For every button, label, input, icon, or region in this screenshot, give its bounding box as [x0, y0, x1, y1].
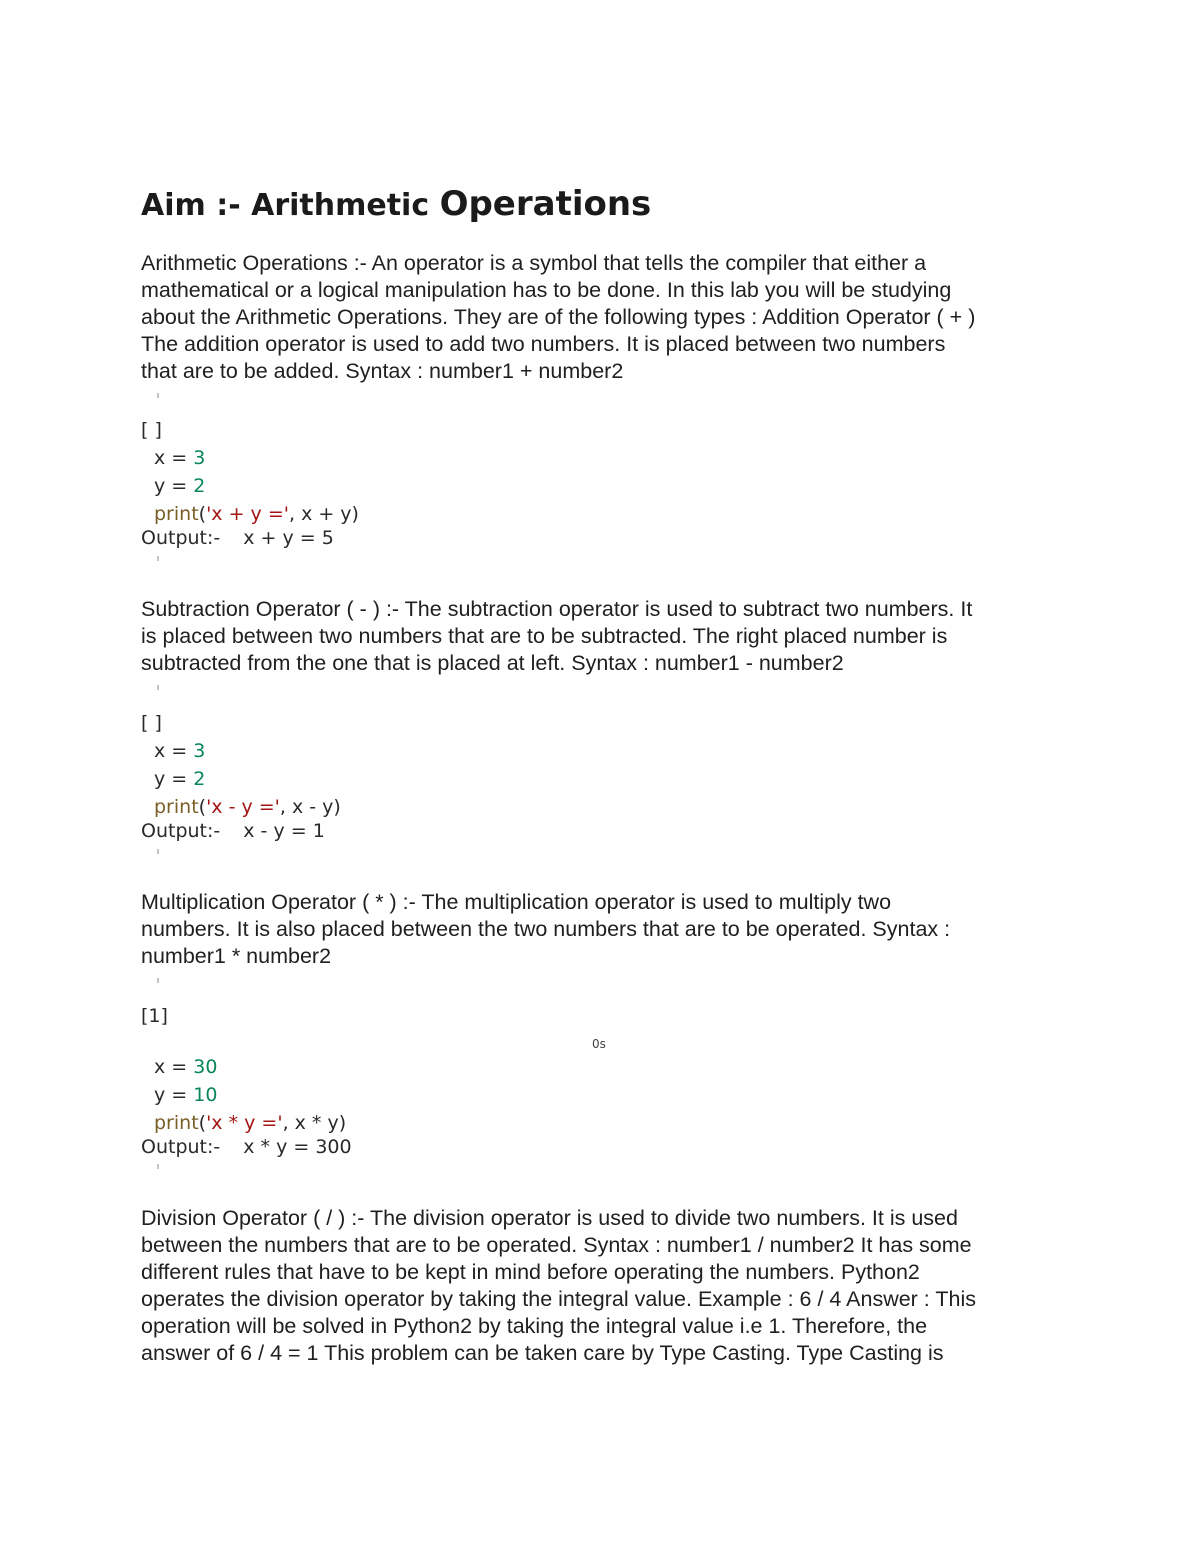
- code-var: x =: [154, 740, 194, 762]
- code-line-x: [154, 447, 205, 469]
- code-string: 'x - y =': [206, 796, 280, 818]
- divider-tick: [157, 978, 159, 983]
- divider-tick: [157, 393, 159, 398]
- code-number: 10: [193, 1084, 218, 1106]
- divider-tick: [157, 556, 159, 561]
- cell-run-bracket[interactable]: [1]: [141, 1005, 168, 1027]
- mul-line: number1 * number2: [141, 944, 332, 968]
- output-label: Output:-: [141, 1136, 221, 1158]
- cell-run-bracket[interactable]: [ ]: [141, 419, 162, 441]
- mul-line: numbers. It is also placed between the two numbers that are to be operated. Syntax :: [141, 917, 951, 941]
- code-line-print: [154, 796, 341, 818]
- code-var: x =: [154, 1056, 194, 1078]
- sub-line: subtracted from the one that is placed at left. Syntax : number1 - number2: [141, 651, 844, 675]
- code-var: x =: [154, 447, 194, 469]
- div-line: Division Operator ( / ) :- The division operator is used to divide two numbers. It is used: [141, 1206, 958, 1230]
- intro-line: that are to be added. Syntax : number1 + number2: [141, 359, 624, 383]
- code-number: 2: [193, 475, 206, 497]
- code-function: print: [154, 796, 199, 818]
- div-line: different rules that have to be kept in mind before operating the numbers. Python2: [141, 1260, 920, 1284]
- divider-tick: [157, 685, 159, 690]
- code-paren: (: [198, 1112, 207, 1134]
- divider-tick: [157, 849, 159, 854]
- div-line: operation will be solved in Python2 by taking the integral value i.e 1. Therefore, the: [141, 1314, 928, 1338]
- code-paren: (: [198, 503, 207, 525]
- code-var: y =: [154, 1084, 194, 1106]
- output-line: [141, 1136, 352, 1158]
- division-paragraph: [141, 1205, 1081, 1367]
- code-line-print: [154, 1112, 346, 1134]
- sub-line: Subtraction Operator ( - ) :- The subtraction operator is used to subtract two numbers. It: [141, 597, 973, 621]
- code-line-print: [154, 503, 359, 525]
- intro-paragraph: [141, 250, 1081, 385]
- div-line: answer of 6 / 4 = 1 This problem can be taken care by Type Casting. Type Casting is: [141, 1341, 944, 1365]
- code-var: y =: [154, 475, 194, 497]
- code-args: , x + y): [288, 503, 359, 525]
- code-number: 3: [193, 740, 206, 762]
- title-part-2: Operations: [439, 184, 652, 224]
- intro-line: Arithmetic Operations :- An operator is a symbol that tells the compiler that either a: [141, 251, 927, 275]
- code-number: 2: [193, 768, 206, 790]
- code-string: 'x * y =': [206, 1112, 283, 1134]
- sub-line: is placed between two numbers that are to be subtracted. The right placed number is: [141, 624, 948, 648]
- code-line-x: [154, 1056, 217, 1078]
- code-line-x: [154, 740, 205, 762]
- code-line-y: [154, 768, 205, 790]
- output-label: Output:-: [141, 527, 221, 549]
- output-label: Output:-: [141, 820, 221, 842]
- output-value: x - y = 1: [243, 820, 325, 842]
- intro-line: mathematical or a logical manipulation has to be done. In this lab you will be studying: [141, 278, 952, 302]
- title-part-1: Aim :- Arithmetic: [141, 188, 430, 223]
- code-args: , x - y): [279, 796, 341, 818]
- subtraction-paragraph: [141, 596, 1081, 677]
- mul-line: Multiplication Operator ( * ) :- The multiplication operator is used to multiply two: [141, 890, 892, 914]
- code-number: 30: [193, 1056, 218, 1078]
- code-number: 3: [193, 447, 206, 469]
- intro-line: about the Arithmetic Operations. They are of the following types : Addition Operator ( + ): [141, 305, 976, 329]
- div-line: between the numbers that are to be operated. Syntax : number1 / number2 It has some: [141, 1233, 972, 1257]
- page-title: [141, 184, 651, 224]
- execution-time: 0s: [592, 1037, 606, 1051]
- output-line: [141, 527, 334, 549]
- code-string: 'x + y =': [206, 503, 289, 525]
- code-line-y: [154, 475, 205, 497]
- divider-tick: [157, 1164, 159, 1169]
- cell-run-bracket[interactable]: [ ]: [141, 712, 162, 734]
- code-line-y: [154, 1084, 217, 1106]
- intro-line: The addition operator is used to add two numbers. It is placed between two numbers: [141, 332, 946, 356]
- output-value: x * y = 300: [243, 1136, 352, 1158]
- code-function: print: [154, 1112, 199, 1134]
- multiplication-paragraph: [141, 889, 1081, 970]
- div-line: operates the division operator by taking the integral value. Example : 6 / 4 Answer : This: [141, 1287, 976, 1311]
- code-paren: (: [198, 796, 207, 818]
- output-value: x + y = 5: [243, 527, 334, 549]
- output-line: [141, 820, 325, 842]
- code-function: print: [154, 503, 199, 525]
- code-var: y =: [154, 768, 194, 790]
- code-args: , x * y): [282, 1112, 347, 1134]
